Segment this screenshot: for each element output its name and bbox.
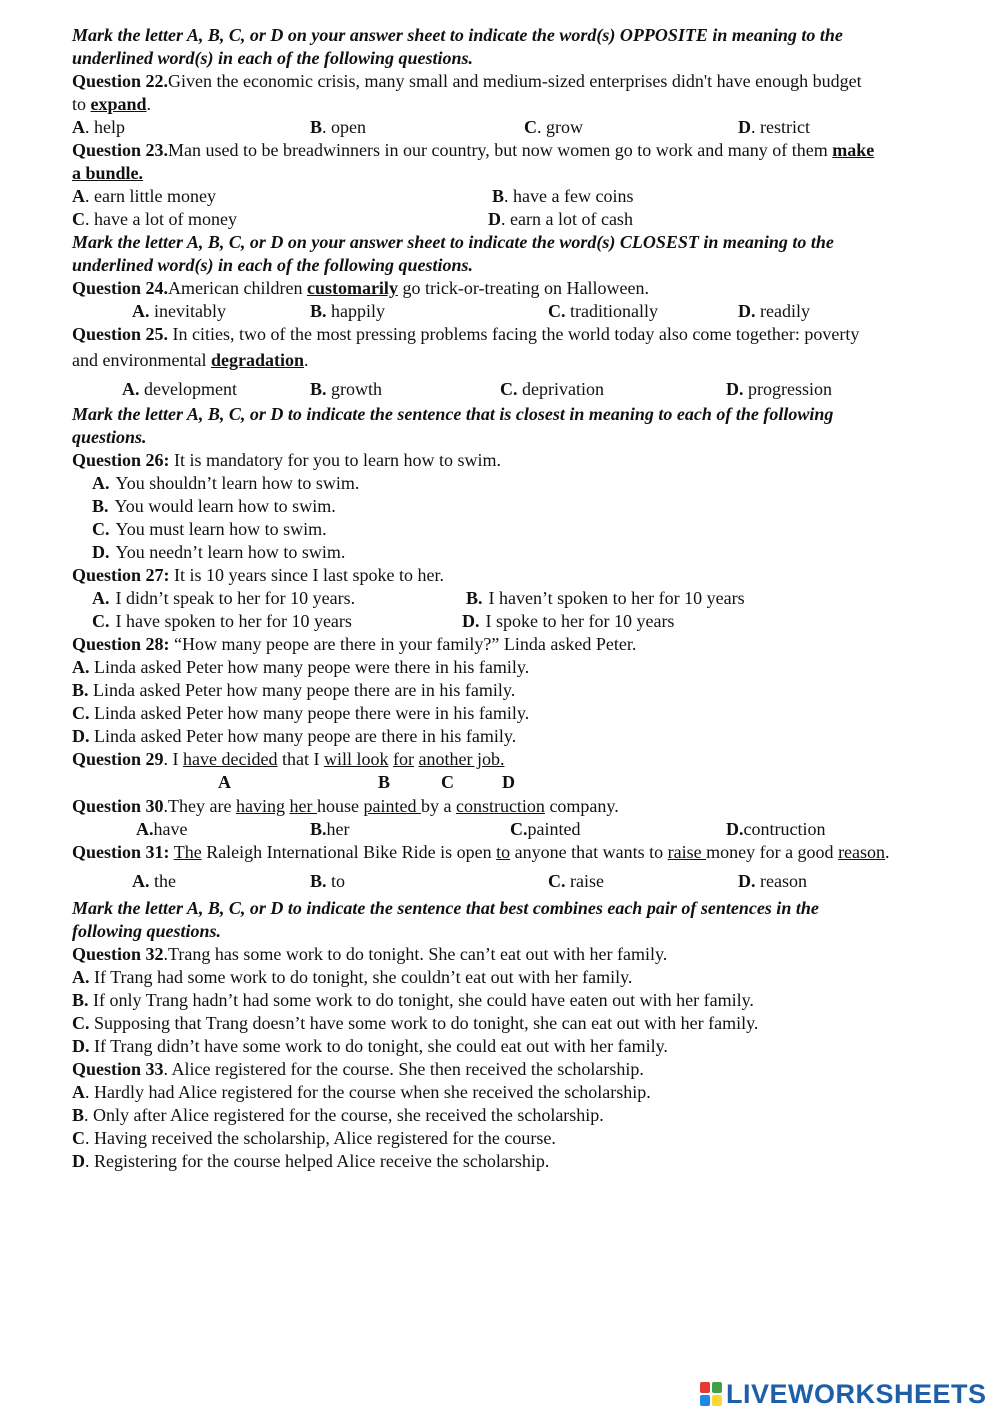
question-29-line [72, 748, 978, 771]
option-text: You shouldn’t learn how to swim. [115, 473, 360, 493]
question-text: .They are [163, 796, 236, 816]
option-a[interactable] [132, 300, 226, 323]
option-d[interactable] [726, 378, 832, 401]
question-text: anyone that wants to [510, 842, 668, 862]
question-label: Question 26: [72, 450, 170, 470]
option-b[interactable] [492, 185, 633, 208]
option-letter: A. [136, 819, 154, 839]
question-label: Question 32 [72, 944, 164, 964]
option-letter: A [72, 186, 85, 206]
option-text: I spoke to her for 10 years [485, 611, 675, 631]
question-text: that I [277, 749, 324, 769]
option-text: deprivation [517, 379, 604, 399]
option-text: . earn a lot of cash [501, 209, 633, 229]
option-d[interactable] [738, 300, 810, 323]
option-letter: A [72, 117, 85, 137]
underlined-part-c: painted [363, 796, 421, 816]
option-text: You needn’t learn how to swim. [115, 542, 346, 562]
option-letter: B. [310, 379, 327, 399]
logo-square [700, 1382, 710, 1393]
option-letter: C [72, 209, 85, 229]
question-label: Question 22. [72, 71, 169, 91]
question-28-line [72, 633, 978, 656]
question-27-options-row-2 [72, 610, 978, 633]
option-c[interactable] [524, 116, 583, 139]
option-letter: C. [548, 871, 566, 891]
question-32-line [72, 943, 978, 966]
option-letter: D. [738, 301, 756, 321]
question-23-options-row-1 [72, 185, 978, 208]
option-text: . have a lot of money [85, 209, 237, 229]
option-letter: C. [548, 301, 566, 321]
question-label: Question 29 [72, 749, 164, 769]
option-letter: C. [92, 519, 110, 539]
liveworksheets-logo-icon [700, 1382, 722, 1406]
logo-square [712, 1382, 722, 1393]
question-label: Question 28: [72, 634, 170, 654]
option-letter: C. [72, 703, 90, 723]
option-letter: B. [466, 588, 483, 608]
option-d[interactable] [738, 116, 810, 139]
option-b[interactable] [72, 989, 978, 1012]
question-label: Question 25. [72, 324, 169, 344]
option-text: You must learn how to swim. [115, 519, 327, 539]
option-c[interactable] [72, 208, 237, 231]
underlined-part-c: raise [667, 842, 707, 862]
option-text: If only Trang hadn’t had some work to do tonight, she could have eaten out with her family. [88, 990, 754, 1010]
question-text: . Alice registered for the course. She then received the scholarship. [163, 1059, 644, 1079]
question-label: Question 23. [72, 140, 169, 160]
option-b[interactable] [310, 300, 385, 323]
option-b[interactable] [310, 870, 345, 893]
option-letter: B [310, 117, 323, 137]
option-text: the [149, 871, 176, 891]
option-letter: C. [510, 819, 528, 839]
option-b[interactable] [466, 587, 745, 610]
question-text: Man used to be breadwinners in our country, but now women go to work and many of them [168, 140, 833, 160]
instruction-combine [72, 897, 978, 943]
option-text: inevitably [149, 301, 226, 321]
question-text: It is 10 years since I last spoke to her. [169, 565, 444, 585]
question-27-options-row-1 [72, 587, 978, 610]
option-letter: A [72, 1082, 85, 1102]
option-letter: C. [72, 1013, 90, 1033]
option-text: . restrict [751, 117, 810, 137]
option-text: . Registering for the course helped Alice receive the scholarship. [85, 1151, 550, 1171]
option-text: . earn little money [85, 186, 216, 206]
underlined-part-a: The [173, 842, 202, 862]
underlined-part-a: have decided [183, 749, 278, 769]
worksheet [72, 24, 978, 1173]
option-c[interactable] [500, 378, 604, 401]
option-letter: A. [122, 379, 140, 399]
option-b[interactable] [310, 378, 382, 401]
underlined-part-c: for [392, 749, 414, 769]
option-a[interactable] [72, 966, 978, 989]
instruction-line: underlined word(s) in each of the following questions. [72, 48, 474, 68]
underlined-part-b: will look [323, 749, 389, 769]
option-d[interactable] [738, 870, 807, 893]
question-text: . [146, 94, 152, 114]
option-text: I have spoken to her for 10 years [115, 611, 352, 631]
question-23-line-2 [72, 162, 978, 185]
option-b[interactable] [72, 679, 978, 702]
question-label: Question 27: [72, 565, 170, 585]
option-letter: C. [500, 379, 518, 399]
option-c[interactable] [510, 818, 580, 841]
instruction-line: questions. [72, 427, 147, 447]
logo-square [700, 1395, 710, 1406]
option-c[interactable]: C [441, 772, 454, 792]
question-label: Question 24. [72, 278, 169, 298]
option-b[interactable]: B [378, 772, 391, 792]
option-text: If Trang didn’t have some work to do tonight, she could eat out with her family. [89, 1036, 668, 1056]
question-text: house [316, 796, 364, 816]
question-label: Question 31: [72, 842, 170, 862]
question-24-options [72, 300, 978, 323]
option-a[interactable] [72, 116, 125, 139]
question-23-options-row-2 [72, 208, 978, 231]
instruction-line: Mark the letter A, B, C, or D to indicate the sentence that is closest in meaning to each of the following [72, 404, 834, 424]
option-letter: B. [310, 819, 327, 839]
question-23-line-1 [72, 139, 978, 162]
instruction-closest-word [72, 231, 978, 277]
underlined-word: degradation [210, 350, 304, 370]
underlined-part-a: having [235, 796, 285, 816]
instruction-line: Mark the letter A, B, C, or D to indicate the sentence that best combines each pair of sentences in the [72, 898, 819, 918]
option-text: . help [85, 117, 125, 137]
option-text: raise [565, 871, 604, 891]
option-letter: B. [92, 496, 109, 516]
option-text: readily [755, 301, 810, 321]
option-d[interactable] [726, 818, 825, 841]
option-text: Linda asked Peter how many peope there were in his family. [89, 703, 530, 723]
option-a[interactable] [92, 587, 355, 610]
option-c[interactable] [548, 300, 658, 323]
question-text: money for a good [706, 842, 839, 862]
underlined-word: customarily [306, 278, 398, 298]
underlined-part-b: to [496, 842, 511, 862]
option-letter: B. [72, 990, 89, 1010]
question-25-line-1 [72, 323, 978, 349]
option-b[interactable] [310, 116, 366, 139]
question-22-line-2 [72, 93, 978, 116]
option-a[interactable] [72, 656, 978, 679]
question-text: company. [544, 796, 619, 816]
underlined-word: expand [90, 94, 147, 114]
question-30-line [72, 795, 978, 818]
question-text: Given the economic crisis, many small and medium-sized enterprises didn't have enough budget [168, 71, 862, 91]
underlined-word: make [832, 140, 875, 160]
instruction-opposite [72, 24, 978, 70]
question-29-letters [72, 771, 978, 795]
option-letter: B. [72, 680, 89, 700]
option-text: progression [743, 379, 832, 399]
option-letter: A. [92, 588, 110, 608]
option-text: I haven’t spoken to her for 10 years [488, 588, 745, 608]
option-text: growth [326, 379, 383, 399]
option-d[interactable] [72, 1150, 978, 1173]
option-c[interactable] [72, 518, 978, 541]
option-text: If Trang had some work to do tonight, she couldn’t eat out with her family. [89, 967, 633, 987]
option-text: traditionally [565, 301, 658, 321]
option-text: happily [326, 301, 386, 321]
option-text: to [326, 871, 346, 891]
question-22-line-1 [72, 70, 978, 93]
question-text: American children [168, 278, 307, 298]
instruction-line: underlined word(s) in each of the following questions. [72, 255, 474, 275]
option-text: . open [322, 117, 367, 137]
option-d[interactable] [72, 1035, 978, 1058]
question-31-line [72, 841, 978, 867]
option-letter: D [738, 117, 751, 137]
option-d[interactable] [72, 541, 978, 564]
option-a[interactable] [132, 870, 176, 893]
option-letter: D. [72, 1036, 90, 1056]
option-letter: D. [72, 726, 90, 746]
question-25-options [72, 375, 978, 401]
option-b[interactable] [72, 1104, 978, 1127]
instruction-closest-sentence [72, 403, 978, 449]
option-text: . Only after Alice registered for the course, she received the scholarship. [84, 1105, 604, 1125]
question-22-options [72, 116, 978, 139]
option-c[interactable] [72, 1012, 978, 1035]
question-30-options [72, 818, 978, 841]
underlined-part-d: reason [838, 842, 886, 862]
option-text: development [139, 379, 237, 399]
option-a[interactable] [72, 1081, 978, 1104]
option-text: Linda asked Peter how many peope there are in his family. [88, 680, 516, 700]
option-text: . Having received the scholarship, Alice registered for the course. [85, 1128, 556, 1148]
option-d[interactable]: D [502, 772, 515, 792]
option-letter: B. [310, 871, 327, 891]
question-33-line [72, 1058, 978, 1081]
instruction-line: Mark the letter A, B, C, or D on your answer sheet to indicate the word(s) CLOSEST in meaning to the [72, 232, 834, 252]
option-a[interactable] [122, 378, 237, 401]
option-letter: C [72, 1128, 85, 1148]
option-d[interactable] [488, 208, 633, 231]
option-letter: D. [726, 379, 744, 399]
underlined-part-d: construction [455, 796, 545, 816]
question-label: Question 30 [72, 796, 164, 816]
option-text: her [326, 819, 350, 839]
option-a[interactable] [72, 472, 978, 495]
option-letter: A. [72, 967, 90, 987]
question-31-options [72, 867, 978, 893]
brand-name: LIVEWORKSHEETS [726, 1378, 987, 1409]
option-letter: D. [92, 542, 110, 562]
option-letter: D [488, 209, 501, 229]
option-text: contruction [743, 819, 826, 839]
question-text: Raleigh International Bike Ride is open [201, 842, 497, 862]
option-letter: A. [72, 657, 90, 677]
option-text: I didn’t speak to her for 10 years. [115, 588, 356, 608]
option-text: . Hardly had Alice registered for the course when she received the scholarship. [85, 1082, 651, 1102]
question-text: . [885, 842, 890, 862]
question-text: “How many peope are there in your family?” Linda asked Peter. [169, 634, 637, 654]
option-b[interactable] [72, 495, 978, 518]
option-c[interactable] [548, 870, 604, 893]
option-d[interactable] [462, 610, 674, 633]
instruction-line: following questions. [72, 921, 222, 941]
question-text: . [303, 350, 309, 370]
option-letter: D. [462, 611, 480, 631]
option-b[interactable] [310, 818, 350, 841]
option-text: Linda asked Peter how many peope are there in his family. [89, 726, 517, 746]
option-a[interactable] [72, 185, 216, 208]
option-letter: D. [738, 871, 756, 891]
underlined-word: a bundle. [72, 163, 144, 183]
option-d[interactable] [72, 725, 978, 748]
question-25-line-2 [72, 349, 978, 375]
question-text: .Trang has some work to do tonight. She can’t eat out with her family. [163, 944, 668, 964]
option-a[interactable]: A [218, 772, 231, 792]
underlined-part-d: another job. [418, 749, 505, 769]
option-text: Linda asked Peter how many peope were there in his family. [89, 657, 530, 677]
option-text: have [153, 819, 188, 839]
question-27-line [72, 564, 978, 587]
option-a[interactable] [136, 818, 187, 841]
option-letter: C. [92, 611, 110, 631]
option-text: You would learn how to swim. [114, 496, 336, 516]
option-c[interactable] [72, 702, 978, 725]
question-text: to [72, 94, 91, 114]
option-letter: A. [132, 871, 150, 891]
option-text: Supposing that Trang doesn’t have some work to do tonight, she can eat out with her family. [89, 1013, 759, 1033]
question-text: by a [420, 796, 456, 816]
question-text: and environmental [72, 350, 211, 370]
question-text: It is mandatory for you to learn how to swim. [169, 450, 501, 470]
liveworksheets-branding [700, 1379, 987, 1409]
option-letter: D. [726, 819, 744, 839]
option-c[interactable] [92, 610, 352, 633]
logo-square [712, 1395, 722, 1406]
question-24-line [72, 277, 978, 300]
underlined-part-b: her [289, 796, 317, 816]
question-text: go trick-or-treating on Halloween. [397, 278, 649, 298]
option-letter: B. [310, 301, 327, 321]
option-text: . grow [537, 117, 583, 137]
option-letter: A. [132, 301, 150, 321]
option-letter: B [72, 1105, 85, 1125]
option-text: painted [527, 819, 581, 839]
option-c[interactable] [72, 1127, 978, 1150]
option-text: reason [755, 871, 807, 891]
option-letter: C [524, 117, 537, 137]
option-text: . have a few coins [504, 186, 634, 206]
instruction-line: Mark the letter A, B, C, or D on your answer sheet to indicate the word(s) OPPOSITE in meaning to the [72, 25, 843, 45]
option-letter: B [492, 186, 505, 206]
question-text: In cities, two of the most pressing problems facing the world today also come together: poverty [168, 324, 860, 344]
option-letter: D [72, 1151, 85, 1171]
question-label: Question 33 [72, 1059, 164, 1079]
option-letter: A. [92, 473, 110, 493]
question-text: . I [163, 749, 184, 769]
question-26-line [72, 449, 978, 472]
